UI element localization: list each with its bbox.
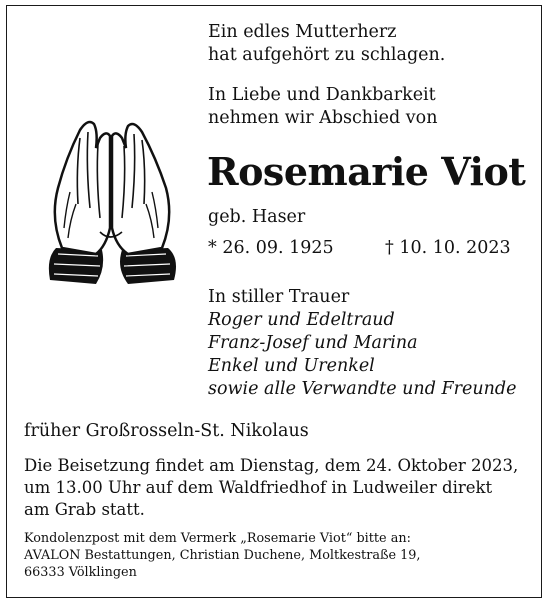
birth-date: * 26. 09. 1925 (208, 238, 334, 258)
intro-line-4: nehmen wir Abschied von (208, 108, 438, 128)
funeral-line-2: um 13.00 Uhr auf dem Waldfriedhof in Ludweiler direkt (24, 478, 493, 497)
mourner-line: Enkel und Urenkel (208, 356, 375, 376)
funeral-line-1: Die Beisetzung findet am Dienstag, dem 24. Oktober 2023, (24, 456, 519, 475)
deceased-name: Rosemarie Viot (207, 149, 526, 194)
condolence-line-2: AVALON Bestattungen, Christian Duchene, Moltkestraße 19, (24, 548, 421, 563)
intro-line-1: Ein edles Mutterherz (208, 22, 397, 42)
former-residence: früher Großrosseln-St. Nikolaus (24, 421, 309, 441)
condolence-line-1: Kondolenzpost mit dem Vermerk „Rosemarie Viot“ bitte an: (24, 531, 411, 546)
funeral-line-3: am Grab statt. (24, 500, 145, 519)
praying-hands-icon (36, 108, 184, 288)
mourner-line: Roger und Edeltraud (208, 310, 395, 330)
mourner-line: sowie alle Verwandte und Freunde (208, 379, 517, 399)
mourner-line: Franz-Josef und Marina (208, 333, 418, 353)
death-date: † 10. 10. 2023 (385, 238, 511, 258)
maiden-name: geb. Haser (208, 207, 306, 227)
condolence-line-3: 66333 Völklingen (24, 565, 137, 580)
intro-line-3: In Liebe und Dankbarkeit (208, 85, 436, 105)
intro-line-2: hat aufgehört zu schlagen. (208, 45, 446, 65)
mourners-heading: In stiller Trauer (208, 287, 350, 307)
